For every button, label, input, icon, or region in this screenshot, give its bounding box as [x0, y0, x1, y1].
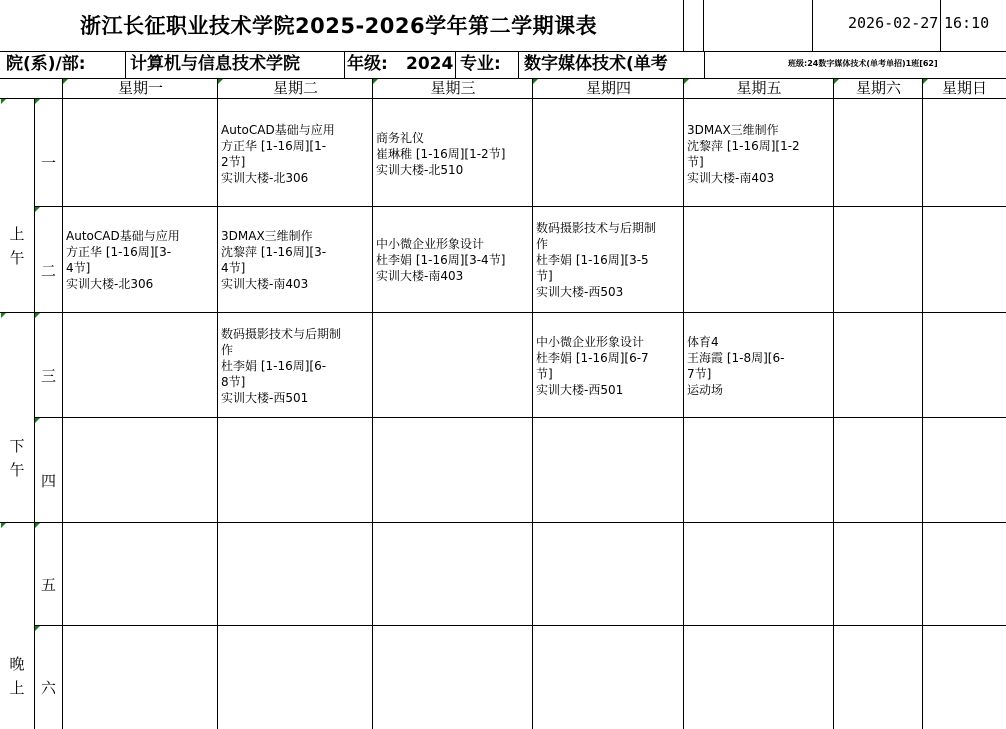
cell-marker [35, 313, 40, 318]
grid-line [455, 51, 456, 78]
cell-marker [684, 79, 689, 84]
day-header-sun: 星期日 [941, 79, 987, 97]
period-6: 六 [40, 679, 56, 697]
day-header-sat: 星期六 [855, 79, 901, 97]
course-cell-p3-thu[interactable]: 中小微企业形象设计 杜李娟 [1-16周][6-7 节] 实训大楼-西501 [536, 335, 649, 397]
grid-line [833, 78, 834, 729]
grid-line [34, 417, 1006, 418]
period-5: 五 [40, 576, 56, 594]
grid-line [344, 51, 345, 78]
period-2: 二 [40, 262, 56, 280]
cell-marker [35, 523, 40, 528]
cell-marker [35, 626, 40, 631]
course-cell-p1-tue[interactable]: AutoCAD基础与应用 方正华 [1-16周][1- 2节] 实训大楼-北306 [221, 123, 335, 185]
date: 2026-02-27 [848, 14, 939, 32]
grid-line [683, 0, 684, 51]
period-3: 三 [40, 367, 56, 385]
course-cell-p1-wed[interactable]: 商务礼仪 崔琳稚 [1-16周][1-2节] 实训大楼-北510 [376, 131, 506, 177]
cell-marker [1, 523, 6, 528]
cell-marker [35, 99, 40, 104]
grid-line [0, 78, 1006, 79]
section-evening: 晚 上 [9, 655, 25, 697]
major-label: 专业: [460, 54, 501, 74]
day-header-wed: 星期三 [430, 79, 476, 97]
cell-marker [35, 207, 40, 212]
course-cell-p3-tue[interactable]: 数码摄影技术与后期制 作 杜李娟 [1-16周][6- 8节] 实训大楼-西501 [221, 327, 342, 405]
cell-marker [533, 79, 538, 84]
cell-marker [63, 79, 68, 84]
course-cell-p2-wed[interactable]: 中小微企业形象设计 杜李娟 [1-16周][3-4节] 实训大楼-南403 [376, 237, 506, 283]
cell-marker [35, 418, 40, 423]
course-cell-p1-fri[interactable]: 3DMAX三维制作 沈黎萍 [1-16周][1-2 节] 实训大楼-南403 [687, 123, 800, 185]
day-header-thu: 星期四 [585, 79, 631, 97]
grid-line [940, 0, 941, 51]
grid-line [683, 78, 684, 729]
grid-line [372, 78, 373, 729]
grid-line [217, 78, 218, 729]
class-note: 班级:24数字媒体技术(单考单招)1班[62] [788, 59, 938, 68]
grid-line [703, 0, 704, 51]
period-1: 一 [40, 154, 56, 172]
cell-marker [834, 79, 839, 84]
section-afternoon: 下 午 [9, 437, 25, 479]
cell-marker [218, 79, 223, 84]
major-value: 数字媒体技术(单考 [524, 54, 668, 74]
grid-line [922, 78, 923, 729]
grid-line [0, 312, 1006, 313]
course-cell-p2-tue[interactable]: 3DMAX三维制作 沈黎萍 [1-16周][3- 4节] 实训大楼-南403 [221, 229, 327, 291]
course-cell-p2-thu[interactable]: 数码摄影技术与后期制 作 杜李娟 [1-16周][3-5 节] 实训大楼-西503 [536, 221, 657, 299]
period-4: 四 [40, 472, 56, 490]
cell-marker [1, 313, 6, 318]
grid-line [34, 206, 1006, 207]
section-morning: 上 午 [9, 225, 25, 267]
grid-line [0, 98, 1006, 99]
cell-marker [923, 79, 928, 84]
course-cell-p3-fri[interactable]: 体育4 王海霞 [1-8周][6- 7节] 运动场 [687, 335, 785, 397]
dept-label: 院(系)/部: [6, 54, 86, 74]
grid-line [34, 625, 1006, 626]
cell-marker [1, 99, 6, 104]
grade-label: 年级: [347, 54, 388, 74]
grid-line [34, 98, 35, 729]
grid-line [0, 522, 1006, 523]
day-header-mon: 星期一 [117, 79, 163, 97]
time: 16:10 [944, 14, 990, 32]
cell-marker [373, 79, 378, 84]
grade-value: 2024 [406, 54, 454, 74]
grid-line [812, 0, 813, 51]
day-header-tue: 星期二 [272, 79, 318, 97]
day-header-fri: 星期五 [736, 79, 782, 97]
course-cell-p2-mon[interactable]: AutoCAD基础与应用 方正华 [1-16周][3- 4节] 实训大楼-北306 [66, 229, 180, 291]
page-title: 浙江长征职业技术学院2025-2026学年第二学期课表 [80, 14, 598, 38]
grid-line [62, 78, 63, 729]
grid-line [0, 51, 1006, 52]
grid-line [704, 51, 705, 78]
grid-line [125, 51, 126, 78]
grid-line [532, 78, 533, 729]
dept-value: 计算机与信息技术学院 [130, 54, 300, 74]
grid-line [518, 51, 519, 78]
